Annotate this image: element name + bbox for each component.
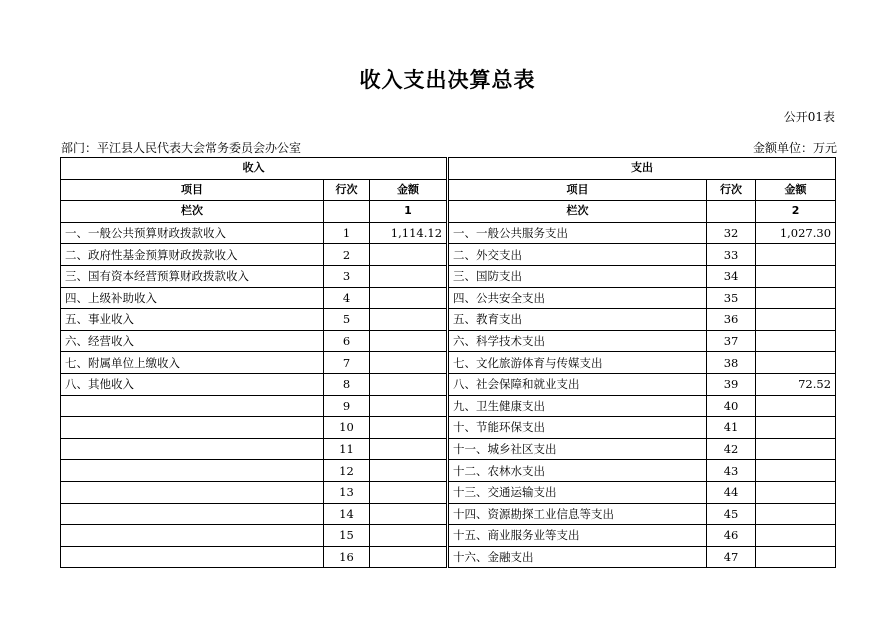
income-line-cell: 2 <box>324 244 370 266</box>
income-line-cell: 5 <box>324 309 370 331</box>
income-item-cell: 七、附属单位上缴收入 <box>61 352 324 374</box>
page-title: 收入支出决算总表 <box>359 68 536 92</box>
income-amount-cell <box>370 373 447 395</box>
income-item-cell: 一、一般公共预算财政拨款收入 <box>61 222 324 244</box>
expense-amount-cell <box>756 546 836 568</box>
expense-item-cell: 十一、城乡社区支出 <box>449 438 707 460</box>
column-number-row <box>61 201 836 223</box>
income-item-cell: 五、事业收入 <box>61 309 324 331</box>
table-row <box>61 330 836 352</box>
expense-line-cell: 44 <box>707 481 756 503</box>
expense-item-cell: 十四、资源勘探工业信息等支出 <box>449 503 707 525</box>
expense-item-cell: 七、文化旅游体育与传媒支出 <box>449 352 707 374</box>
expense-line-cell: 42 <box>707 438 756 460</box>
expense-line-cell: 46 <box>707 525 756 547</box>
income-line-cell: 1 <box>324 222 370 244</box>
income-line-cell: 10 <box>324 417 370 439</box>
income-amount-header: 金额 <box>370 179 447 201</box>
income-item-cell: 六、经营收入 <box>61 330 324 352</box>
income-amount-cell <box>370 481 447 503</box>
expense-amount-cell <box>756 525 836 547</box>
income-line-cell: 6 <box>324 330 370 352</box>
expense-item-cell: 十六、金融支出 <box>449 546 707 568</box>
income-line-cell: 15 <box>324 525 370 547</box>
income-item-cell: 三、国有资本经营预算财政拨款收入 <box>61 265 324 287</box>
expense-item-cell: 五、教育支出 <box>449 309 707 331</box>
expense-item-cell: 八、社会保障和就业支出 <box>449 373 707 395</box>
expense-line-cell: 34 <box>707 265 756 287</box>
expense-amount-cell <box>756 330 836 352</box>
income-amount-cell <box>370 287 447 309</box>
income-amount-cell <box>370 330 447 352</box>
income-item-cell <box>61 525 324 547</box>
table-row <box>61 244 836 266</box>
expense-line-cell: 43 <box>707 460 756 482</box>
income-item-cell: 四、上级补助收入 <box>61 287 324 309</box>
expense-line-cell: 37 <box>707 330 756 352</box>
expense-amount-cell <box>756 417 836 439</box>
income-item-cell <box>61 460 324 482</box>
income-column-label: 栏次 <box>61 201 324 223</box>
expense-amount-cell <box>756 438 836 460</box>
table-row <box>61 395 836 417</box>
income-amount-cell <box>370 460 447 482</box>
income-item-cell <box>61 438 324 460</box>
expense-amount-cell: 72.52 <box>756 373 836 395</box>
table-row <box>61 438 836 460</box>
table-row <box>61 481 836 503</box>
income-line-cell: 14 <box>324 503 370 525</box>
department-label: 部门：平江县人民代表大会常务委员会办公室 <box>61 141 302 155</box>
income-line-cell: 11 <box>324 438 370 460</box>
expense-item-cell: 三、国防支出 <box>449 265 707 287</box>
expense-line-cell: 39 <box>707 373 756 395</box>
expense-item-header: 项目 <box>449 179 707 201</box>
income-item-header: 项目 <box>61 179 324 201</box>
expense-amount-cell <box>756 460 836 482</box>
income-line-cell: 16 <box>324 546 370 568</box>
income-line-cell: 13 <box>324 481 370 503</box>
income-item-cell: 八、其他收入 <box>61 373 324 395</box>
expense-column-label: 栏次 <box>449 201 707 223</box>
expense-item-cell: 九、卫生健康支出 <box>449 395 707 417</box>
income-line-header: 行次 <box>324 179 370 201</box>
expense-line-header: 行次 <box>707 179 756 201</box>
income-line-cell: 9 <box>324 395 370 417</box>
table-row <box>61 222 836 244</box>
expense-line-cell: 38 <box>707 352 756 374</box>
income-item-cell <box>61 503 324 525</box>
expense-line-cell: 47 <box>707 546 756 568</box>
expense-amount-cell <box>756 395 836 417</box>
expense-amount-header: 金额 <box>756 179 836 201</box>
income-item-cell <box>61 395 324 417</box>
income-amount-cell <box>370 244 447 266</box>
table-row <box>61 287 836 309</box>
income-item-cell: 二、政府性基金预算财政拨款收入 <box>61 244 324 266</box>
amount-unit-label: 金额单位：万元 <box>752 141 837 155</box>
expense-section-header: 支出 <box>449 158 836 180</box>
table-row <box>61 417 836 439</box>
section-header-row <box>61 158 836 180</box>
expense-item-cell: 十、节能环保支出 <box>449 417 707 439</box>
expense-line-cell: 36 <box>707 309 756 331</box>
income-amount-cell <box>370 352 447 374</box>
table-row <box>61 460 836 482</box>
income-expense-table <box>60 157 836 568</box>
income-amount-cell <box>370 546 447 568</box>
income-line-cell: 7 <box>324 352 370 374</box>
table-row <box>61 265 836 287</box>
income-amount-cell <box>370 503 447 525</box>
expense-amount-cell <box>756 352 836 374</box>
expense-line-cell: 45 <box>707 503 756 525</box>
expense-amount-cell <box>756 265 836 287</box>
expense-amount-cell <box>756 309 836 331</box>
income-item-cell <box>61 417 324 439</box>
expense-amount-cell <box>756 481 836 503</box>
income-amount-cell <box>370 417 447 439</box>
expense-line-cell: 33 <box>707 244 756 266</box>
table-row <box>61 525 836 547</box>
expense-item-cell: 四、公共安全支出 <box>449 287 707 309</box>
table-row <box>61 352 836 374</box>
income-line-cell: 3 <box>324 265 370 287</box>
table-row <box>61 546 836 568</box>
expense-amount-cell <box>756 503 836 525</box>
expense-line-cell: 32 <box>707 222 756 244</box>
income-amount-cell: 1,114.12 <box>370 222 447 244</box>
expense-line-cell: 35 <box>707 287 756 309</box>
expense-item-cell: 十三、交通运输支出 <box>449 481 707 503</box>
expense-line-cell: 40 <box>707 395 756 417</box>
income-section-header: 收入 <box>61 158 447 180</box>
expense-line-cell: 41 <box>707 417 756 439</box>
income-line-blank <box>324 201 370 223</box>
expense-line-blank <box>707 201 756 223</box>
income-line-cell: 12 <box>324 460 370 482</box>
expense-amount-cell: 1,027.30 <box>756 222 836 244</box>
form-code: 公开01表 <box>783 110 835 124</box>
expense-item-cell: 十五、商业服务业等支出 <box>449 525 707 547</box>
expense-item-cell: 六、科学技术支出 <box>449 330 707 352</box>
expense-amount-cell <box>756 287 836 309</box>
income-amount-cell <box>370 438 447 460</box>
expense-item-cell: 一、一般公共服务支出 <box>449 222 707 244</box>
income-amount-cell <box>370 395 447 417</box>
income-item-cell <box>61 481 324 503</box>
expense-item-cell: 十二、农林水支出 <box>449 460 707 482</box>
table-row <box>61 373 836 395</box>
income-amount-cell <box>370 309 447 331</box>
income-amount-cell <box>370 525 447 547</box>
expense-amount-cell <box>756 244 836 266</box>
table-row <box>61 503 836 525</box>
income-column-number: 1 <box>370 201 447 223</box>
expense-item-cell: 二、外交支出 <box>449 244 707 266</box>
income-line-cell: 8 <box>324 373 370 395</box>
income-line-cell: 4 <box>324 287 370 309</box>
income-item-cell <box>61 546 324 568</box>
expense-column-number: 2 <box>756 201 836 223</box>
table-row <box>61 309 836 331</box>
column-header-row <box>61 179 836 201</box>
income-amount-cell <box>370 265 447 287</box>
